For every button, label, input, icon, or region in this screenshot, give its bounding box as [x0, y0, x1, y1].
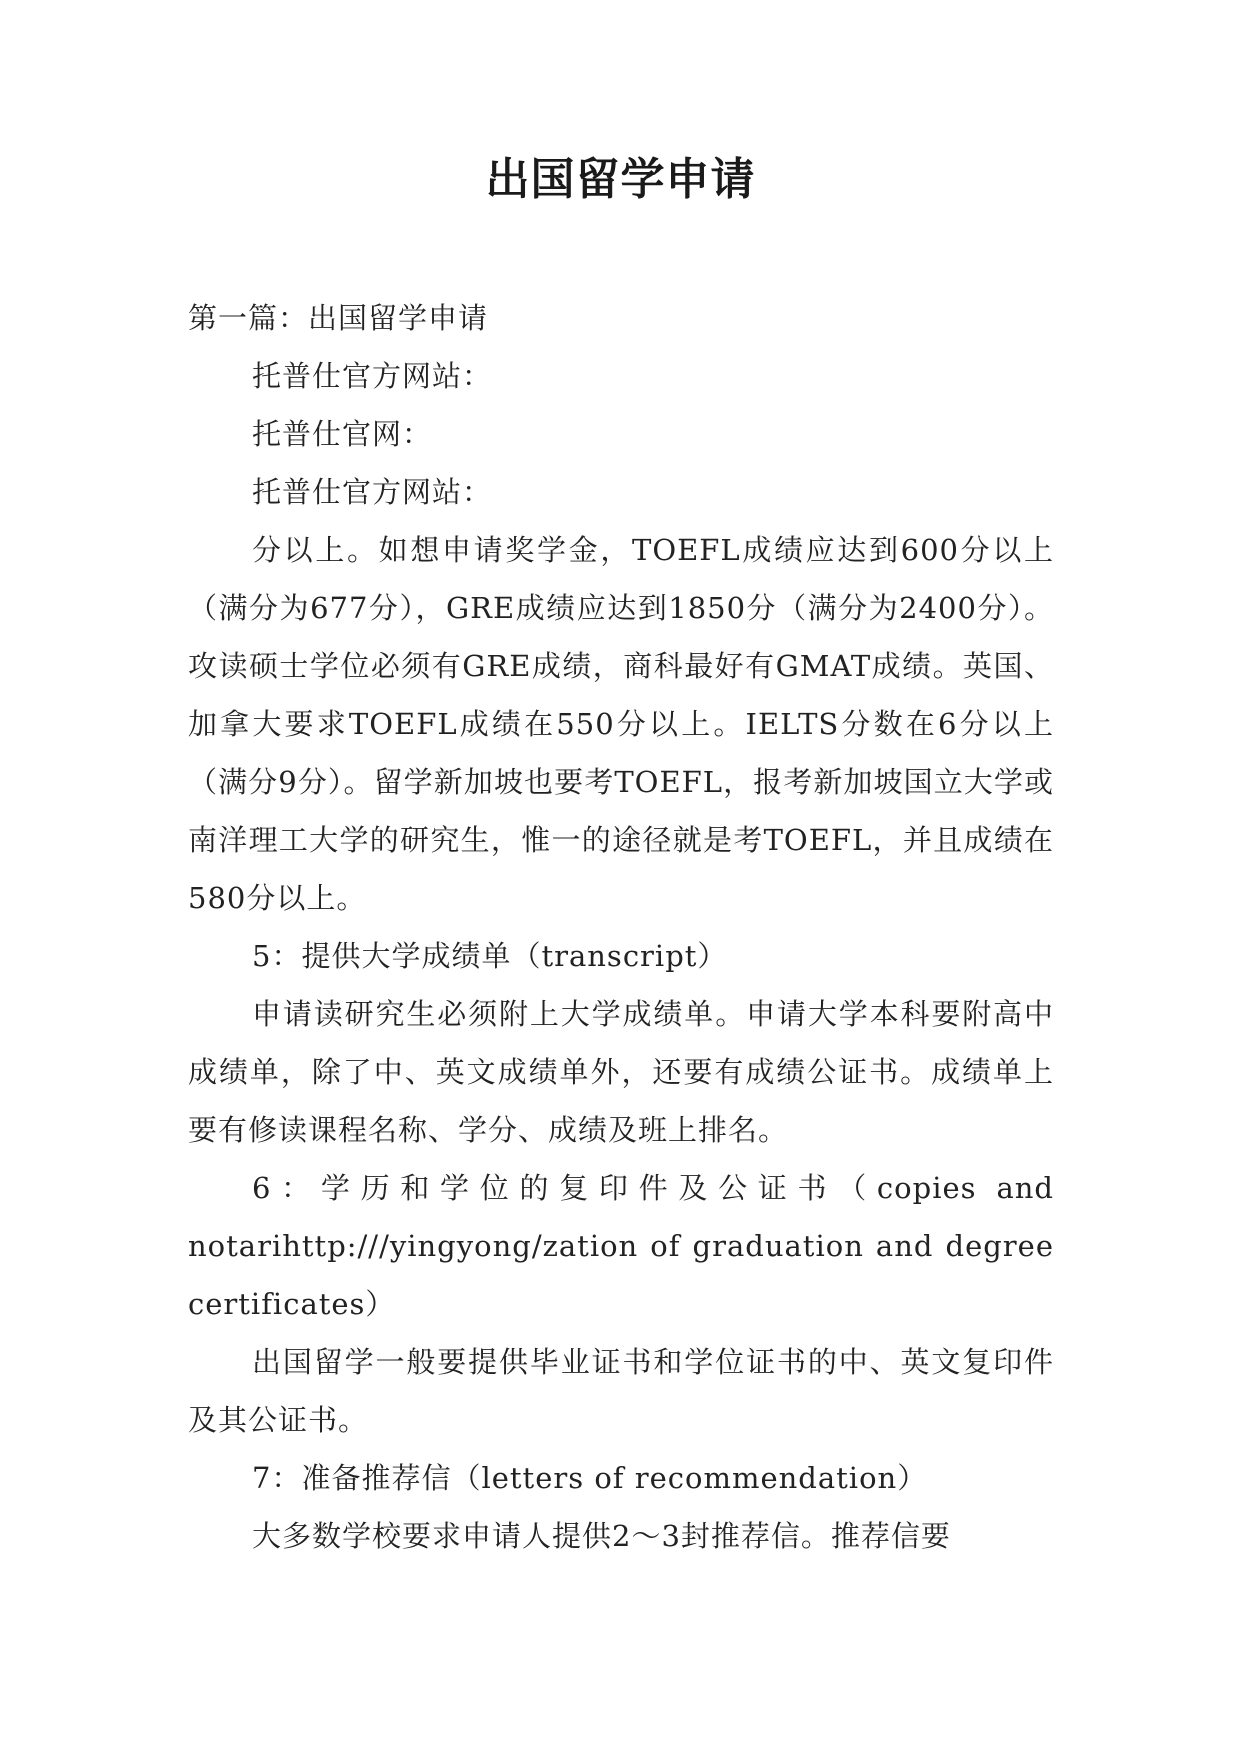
- paragraph: 大多数学校要求申请人提供2～3封推荐信。推荐信要: [252, 1519, 951, 1553]
- paragraph: 6：学历和学位的复印件及公证书（copies and notarihttp:///yingyong/zation of graduation and degree certificates）: [188, 1171, 1054, 1321]
- paragraph: 出国留学一般要提供毕业证书和学位证书的中、英文复印件及其公证书。: [188, 1345, 1054, 1437]
- paragraph: 5：提供大学成绩单（transcript）: [252, 939, 728, 973]
- document-body: [188, 289, 1054, 1565]
- paragraph: 分以上。如想申请奖学金，TOEFL成绩应达到600分以上（满分为677分），GRE成绩应达到1850分（满分为2400分）。攻读硕士学位必须有GRE成绩，商科最好有GMAT成绩。英国、加拿大要求TOEFL成绩在550分以上。IELTS分数在6分以上（满分9分）。留学新加坡也要考TOEFL，报考新加坡国立大学或南洋理工大学的研究生，惟一的途径就是考TOEFL，并且成绩在580分以上。: [188, 533, 1054, 915]
- document-title: 出国留学申请: [485, 154, 756, 205]
- section-heading: 第一篇：出国留学申请: [188, 301, 489, 335]
- paragraph: 7：准备推荐信（letters of recommendation）: [252, 1461, 928, 1495]
- paragraph: 托普仕官方网站：: [252, 475, 493, 509]
- paragraph: 托普仕官网：: [252, 417, 433, 451]
- paragraph: 托普仕官方网站：: [252, 359, 493, 393]
- paragraph: 申请读研究生必须附上大学成绩单。申请大学本科要附高中成绩单，除了中、英文成绩单外，还要有成绩公证书。成绩单上要有修读课程名称、学分、成绩及班上排名。: [188, 997, 1054, 1147]
